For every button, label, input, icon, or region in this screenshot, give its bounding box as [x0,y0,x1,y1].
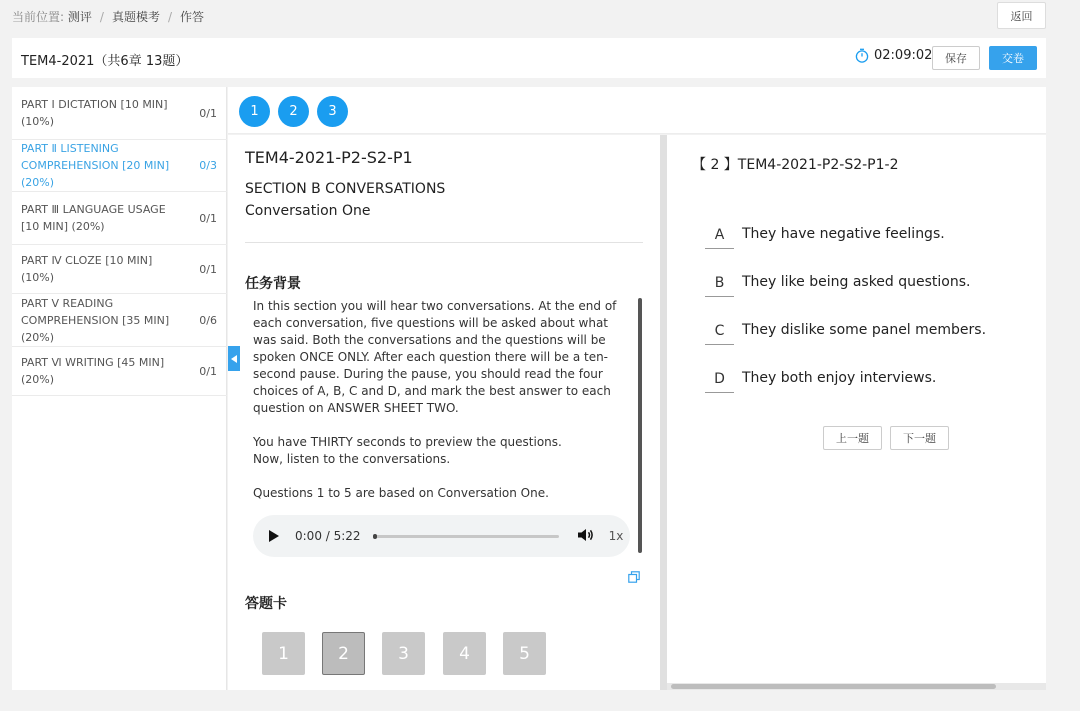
instruction-paragraph: In this section you will hear two conversations. At the end of each conversation, five questions will be asked about what was said. Both the conversations and the questions will be spoken ONCE ONLY. After each question there will be a ten-second pause. During the pause, you should read the four choices of A, B, C and D, and mark the best answer to each question on ANSWER SHEET TWO. [253,299,617,415]
option-text: They dislike some panel members. [742,322,987,338]
answer-card-item[interactable]: 1 [262,632,305,675]
instruction-paragraph: Questions 1 to 5 are based on Conversation One. [253,486,549,500]
part-label: PART Ⅰ DICTATION [10 MIN] (10%) [21,98,168,128]
part-label: PART Ⅵ WRITING [45 MIN] (20%) [21,356,165,386]
breadcrumb-separator: / [99,10,104,24]
sidebar-part-3[interactable] [12,192,227,245]
instruction-paragraph: Now, listen to the conversations. [253,452,451,466]
part-label: PART Ⅴ READING COMPREHENSION [35 MIN] (20%) [21,296,170,344]
instruction-paragraph: You have THIRTY seconds to preview the questions. [253,435,562,449]
answer-card-item[interactable]: 4 [443,632,486,675]
option-letter[interactable]: A [705,222,734,249]
part-label: PART Ⅲ LANGUAGE USAGE [10 MIN] (20%) [21,203,166,233]
passage-panel [228,135,660,690]
sidebar-part-1[interactable] [12,87,227,140]
caret-left-icon [231,355,237,363]
option-text: They have negative feelings. [742,226,945,242]
section-title: SECTION B CONVERSATIONS [245,181,446,197]
question-number-button[interactable]: 3 [317,96,348,127]
timer-text: 02:09:02 [874,48,933,63]
copy-icon[interactable] [628,568,640,587]
part-count: 0/1 [199,364,217,378]
option-letter[interactable]: B [705,270,734,297]
background-heading: 任务背景 [245,276,301,292]
option-c[interactable] [705,318,1025,348]
part-count: 0/6 [199,313,217,327]
part-count: 0/1 [199,106,217,120]
answer-card-item[interactable]: 3 [382,632,425,675]
save-button[interactable]: 保存 [932,46,980,70]
audio-player [253,515,630,557]
divider [245,242,643,243]
conversation-title: Conversation One [245,203,371,219]
part-count: 0/1 [199,262,217,276]
sidebar [12,87,227,690]
passage-title: TEM4-2021-P2-S2-P1 [245,148,413,167]
option-text: They like being asked questions. [742,274,971,290]
part-count: 0/3 [199,159,217,172]
answer-card-heading: 答题卡 [245,596,287,612]
stopwatch-icon [855,48,869,63]
horizontal-scroll-thumb[interactable] [671,684,996,689]
back-button[interactable]: 返回 [997,2,1046,29]
next-question-button[interactable]: 下一题 [890,426,949,450]
answer-card-item[interactable]: 5 [503,632,546,675]
sidebar-part-6[interactable] [12,347,227,396]
instructions-text [253,298,628,502]
passage-scrollbar[interactable] [638,298,642,553]
breadcrumb-separator: / [167,10,172,24]
sidebar-part-4[interactable] [12,245,227,294]
exam-title: TEM4-2021（共6章 13题） [21,54,189,69]
playback-speed[interactable]: 1x [608,529,624,543]
option-b[interactable] [705,270,1025,300]
exam-header [12,38,1046,78]
option-text: They both enjoy interviews. [742,370,937,386]
option-letter[interactable]: D [705,366,734,393]
question-panel [667,135,1046,690]
submit-button[interactable]: 交卷 [989,46,1037,70]
option-d[interactable] [705,366,1025,396]
breadcrumb [12,8,204,25]
sidebar-part-5[interactable] [12,294,227,347]
question-number-button[interactable]: 1 [239,96,270,127]
option-letter[interactable]: C [705,318,734,345]
audio-progress-handle[interactable] [373,534,377,539]
part-count: 0/1 [199,211,217,225]
part-label: PART Ⅱ LISTENING COMPREHENSION [20 MIN] (20%) [21,142,170,189]
play-icon[interactable] [269,529,283,543]
question-number-bar [228,87,1046,134]
timer [855,48,932,63]
question-title: 【 2 】TEM4-2021-P2-S2-P1-2 [692,157,899,173]
question-number-button[interactable]: 2 [278,96,309,127]
panel-splitter[interactable] [660,135,667,690]
prev-question-button[interactable]: 上一题 [823,426,882,450]
volume-icon[interactable] [578,528,594,545]
audio-progress-bar[interactable] [373,535,559,538]
breadcrumb-item[interactable]: 真题模考 [111,10,160,24]
collapse-sidebar-button[interactable] [228,346,240,371]
breadcrumb-item[interactable]: 测评 [67,10,92,24]
answer-card-item-current[interactable]: 2 [322,632,365,675]
part-label: PART Ⅳ CLOZE [10 MIN] (10%) [21,254,153,284]
sidebar-part-2[interactable] [12,140,227,192]
breadcrumb-label: 当前位置: [12,10,65,24]
breadcrumb-item: 作答 [180,10,205,24]
audio-time: 0:00 / 5:22 [295,529,361,543]
option-a[interactable] [705,222,1025,252]
